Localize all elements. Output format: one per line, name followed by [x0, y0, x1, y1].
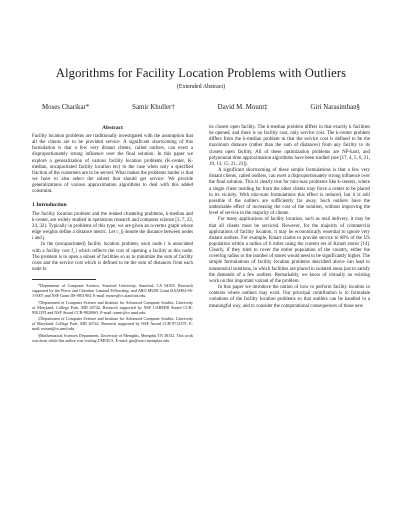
section-heading-introduction: 1 Introduction: [32, 201, 67, 208]
abstract-text: Facility location problems are traditionally investigated with the assumption that all the clients are to be provided service. A significant shortcoming of this formulation is that a few very distant clients, called outliers, can exert a disproportionately strong influence over the final solution. In this paper we explore a generalization of various facility location problems (K-center, K-median, uncapacitated facility location etc) to the case when only a specified fraction of the customers are to be served. What makes the problems harder is that we have to also select the subset that should get service. We provide generalizations of various approximation algorithms to deal with this added constraint.: [32, 134, 193, 195]
body-paragraph: For many applications of facility location, such as mail delivery, it may be that all clients must be serviced. However, for the majority of commercial applications of facility location, it may be economically essential to ignore very distant outliers. For example, Kmart claims to provide service to 88% of the US population within a radius of 6 miles using the current set of Kmart stores [14]. Clearly, if they tried to cover the entire population of the country, either the covering radius or the number of stores would need to be significantly higher. The simple formulations of facility location problems described above can lead to nonsensical solutions, in which facilities are placed in isolated areas just to satisfy the demands of a few outliers. Remarkably, we know of virtually no existing work on this important variant of the problem.: [209, 217, 370, 284]
footnote: §Mathematical Sciences Department, University of Memphis, Memphis TN 38152. This work was done while this author was visiting UMIACS. E-mail: giri@msci.memphis.edu.: [32, 332, 193, 343]
body-paragraph: In this paper we introduce the notion of how to perform facility location in contexts where outliers may exist. Our principal contribution is to formulate variations of the facility location problems so that outliers can be handled in a meaningful way, and to consider the computational consequences of these new: [209, 285, 370, 309]
footnote: †Department of Computer Science and Institute for Advanced Computer Studies, University of Maryland, College Park, MD 20742. Research supported by NSF CAREER Award CCR-9501355 and NSF Award CCR-9820965. E-mail: samir@cs.umd.edu.: [32, 299, 193, 315]
abstract-heading: Abstract: [102, 125, 123, 131]
intro-paragraph: In the (uncapacitated) facility location problem, each node i is associated with a facility cost f_i which reflects the cost of opening a facility at this node. The problem is to open a subset of facilities so as to minimize the sum of facility costs and the service cost which is defined to be the sum of distances from each node to: [32, 242, 193, 272]
footnote-list: [32, 280, 193, 343]
intro-paragraph: The facility location problem and the related clustering problems, k-median and k-center, are widely studied in operations research and computer science [3, 7, 22, 24, 32]. Typically in problems of this type, we are given an n-vertex graph whose edge weights define a distance metric. Let c_ij denote the distance between nodes i and j.: [32, 211, 193, 242]
author: Moses Charikar*: [42, 104, 90, 111]
paper-subtitle: (Extended Abstract): [176, 84, 226, 90]
author: Samir Khuller†: [132, 104, 175, 111]
paper-title: Algorithms for Facility Location Problems with Outliers: [55, 66, 347, 80]
author: Giri Narasimhan§: [310, 104, 360, 111]
footnote: ‡Department of Computer Science and Institute for Advanced Computer Studies, University of Maryland, College Park, MD 20742. Research supported by NSF Award CCR-9712379. E-mail: mount@cs.umd.edu.: [32, 316, 193, 332]
footnote: *Department of Computer Science, Stanford University, Stanford, CA 94305. Research supported by the Pierre and Christine Lamond Fellowship, and ARO MURI Grant DAAH04-96-1-0007 and NSF Grant IIS-9811904. E-mail: moses@cs.stanford.edu.: [32, 283, 193, 299]
author: David M. Mount‡: [217, 104, 268, 111]
left-column: [32, 125, 193, 344]
body-paragraph: its closest open facility. The k-median problem differs in that exactly k facilities be opened, and there is no facility cost, only service cost. The k-center problem differs from the k-median problem in that the service cost is defined to be the maximum distance (rather than the sum of distances) from any facility to its closest open facility. All of these optimization problems are NP-hard, and polynomial time approximation algorithms have been studied (see [17, 4, 5, 6, 21, 19, 13, 15, 21, 23]).: [209, 125, 370, 167]
body-paragraph: A significant shortcoming of these simple formulations is that a few very distant clients, called outliers, can exert a disproportionately strong influence over the final solution. This is clearly true for min-max problems like k-centers, where a single client residing far from the other clients may force a center to be placed in its vicinity. With min-sum formulations this effect is reduced, but it is still possible if the outliers are sufficiently far away. Such outliers have the undesirable effect of increasing the cost of the solution, without improving the level of service to the majority of clients.: [209, 168, 370, 217]
two-column-body: [32, 125, 370, 344]
right-column: [209, 125, 370, 344]
author-list: [32, 103, 370, 112]
